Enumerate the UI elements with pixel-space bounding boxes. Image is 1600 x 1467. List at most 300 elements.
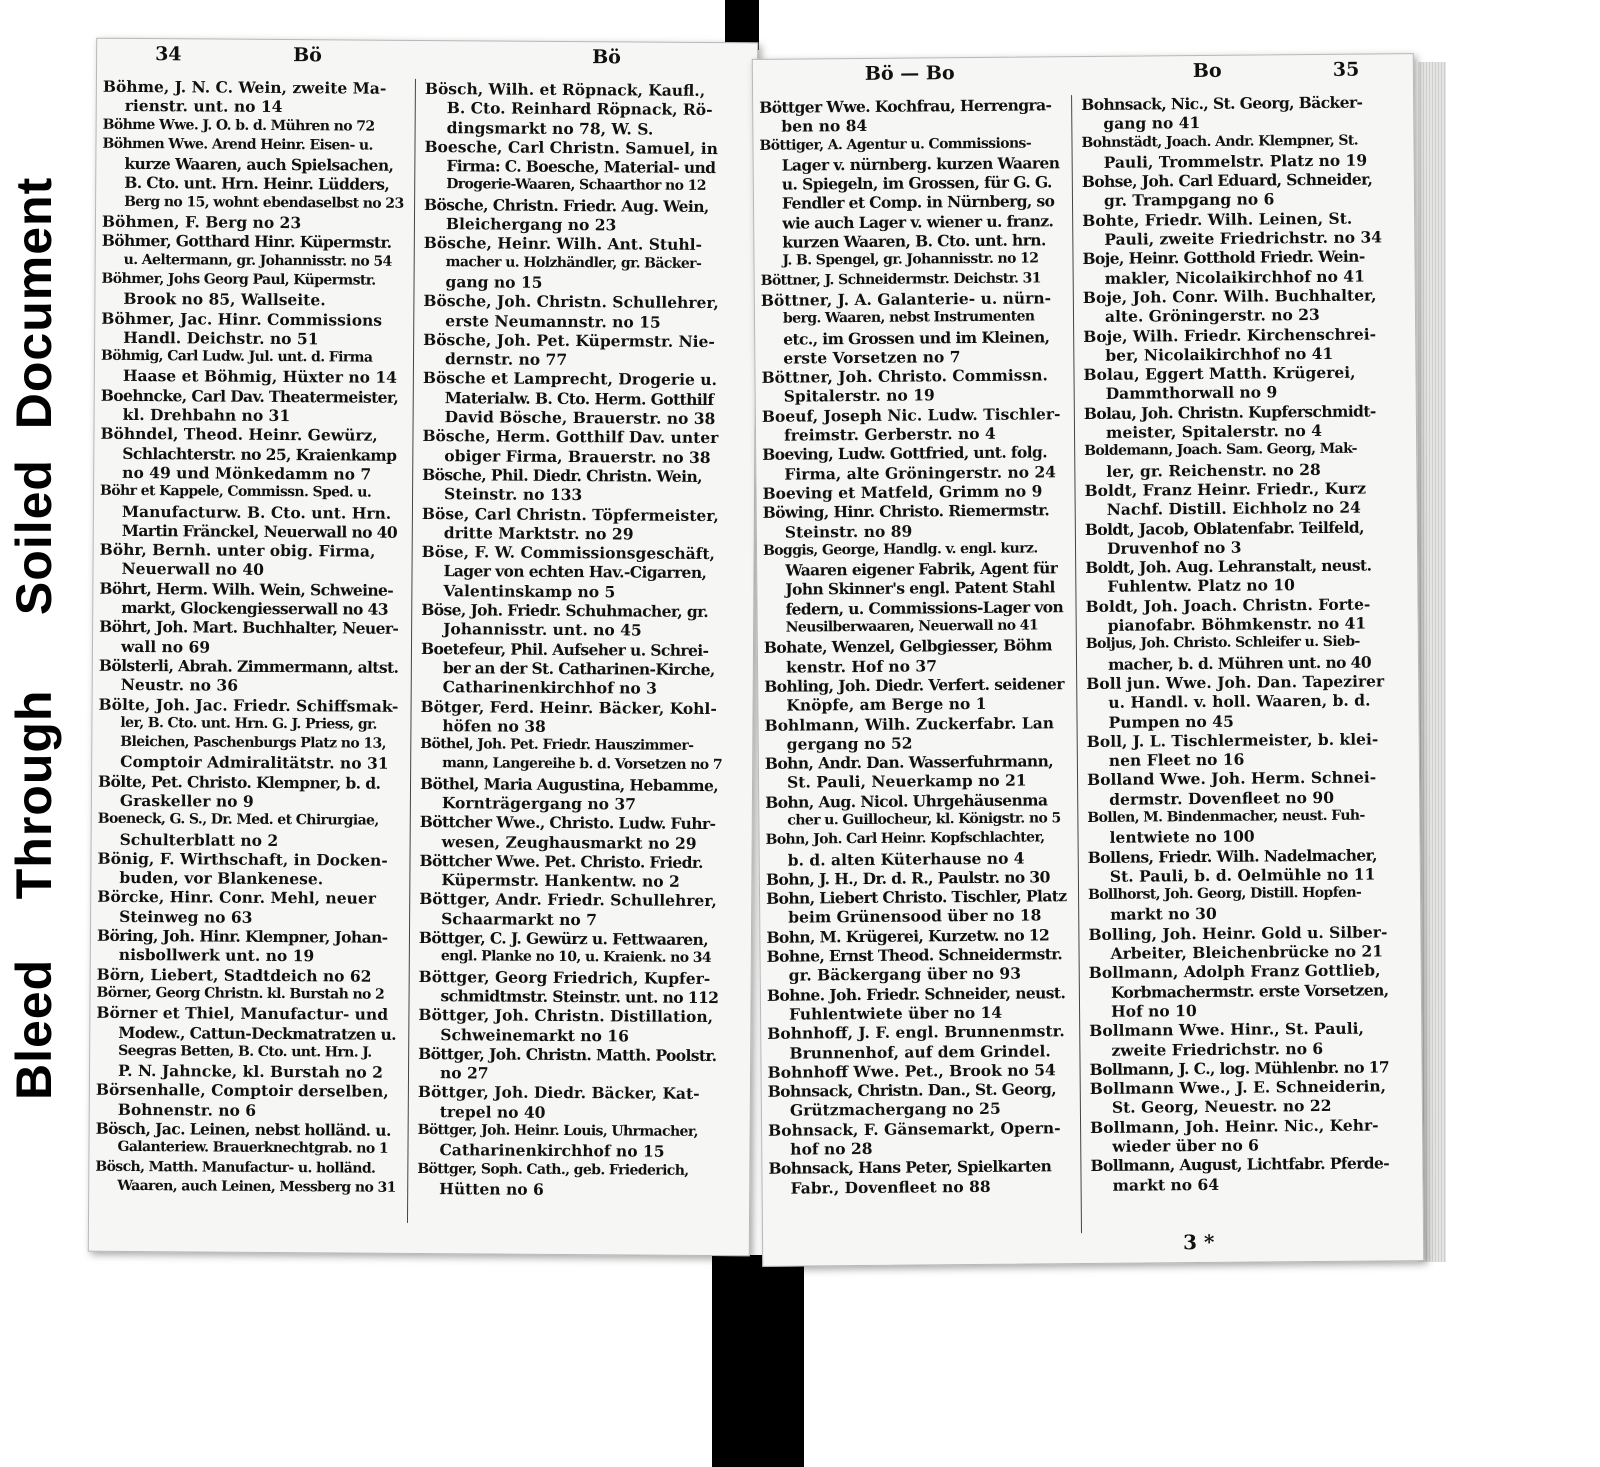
directory-entry [763,539,1064,638]
entry-line: Johannisstr. unt. no 45 [443,619,642,640]
entry-line: Brunnenhof, auf dem Grindel. [789,1040,1051,1063]
entry-line: Berg no 15, wohnt ebendaselbst no 23 [124,193,404,212]
directory-entry [418,967,718,1008]
entry-line: Waaren eigener Fabrik, Agent für [785,558,1058,580]
entry-line: Bölsterli, Abrah. Zimmermann, altst. [98,655,399,677]
directory-entry [764,713,1064,754]
entry-line: Böhrt, Herm. Wilh. Wein, Schweine- [99,578,394,600]
directory-entry [766,925,1066,947]
entry-line: kurzen Waaren, B. Cto. unt. hrn. [782,230,1046,252]
entry-line: makler, Nicolaikirchhof no 41 [1104,266,1365,288]
entry-line: Schweinemarkt no 16 [440,1024,629,1045]
directory-entry [1088,922,1388,963]
entry-line: Böttger Wwe. Kochfrau, Herrengra- [759,95,1052,117]
entry-line: u. Spiegeln, im Grossen, für G. G. [781,172,1052,194]
directory-entry [97,849,397,890]
entry-line: Bohnsack, Nic., St. Georg, Bäcker- [1081,92,1363,115]
entry-line: Bösche, Christn. Friedr. Aug. Wein, [424,194,709,216]
entry-line: Kornträgergang no 37 [441,793,637,814]
entry-line: Martin Fränckel, Neuerwall no 40 [121,520,398,542]
entry-line: Haase et Böhmig, Hüxter no 14 [122,366,398,388]
entry-line: Steinstr. no 133 [444,484,583,505]
entry-line: Boje, Heinr. Gotthold Friedr. Wein- [1082,246,1365,269]
entry-line: Boesche, Carl Christn. Samuel, in [424,136,718,158]
entry-line: Lager v. nürnberg. kurzen Waaren [781,153,1060,175]
directory-entry [1083,363,1383,404]
entry-line: berg. Waaren, nebst Instrumenten [782,308,1035,327]
entry-line: Bösche, Joh. Christn. Schullehrer, [423,291,719,313]
directory-entry [1083,285,1383,326]
entry-line: Boldt, Jacob, Oblatenfabr. Teilfeld, [1084,517,1364,539]
entry-line: Lager von echten Hav.-Cigarren, [443,561,707,583]
entry-line: Arbeiter, Bleichenbrücke no 21 [1110,941,1384,963]
entry-line: trepel no 40 [439,1101,546,1122]
directory-entry [764,636,1064,677]
column-rule [407,79,416,1223]
entry-line: Manufacturw. B. Cto. unt. Hrn. [121,501,392,523]
directory-entry [762,481,1062,503]
entry-line: dernstr. no 77 [444,349,568,370]
entry-line: Pumpen no 45 [1108,711,1234,732]
directory-entry [1084,440,1384,481]
entry-line: Nachf. Distill. Eichholz no 24 [1106,497,1361,520]
entry-line: macher, b. d. Mühren unt. no 40 [1107,652,1372,674]
entry-line: Bohte, Friedr. Wilh. Leinen, St. [1082,208,1353,230]
entry-line: ber an der St. Catharinen-Kirche, [442,658,715,679]
entry-line: Bohse, Joh. Carl Eduard, Schneider, [1081,169,1373,192]
entry-line: Boeuf, Joseph Nic. Ludw. Tischler- [761,403,1061,426]
entry-line: Fendler et Comp. in Nürnberg, so [781,191,1055,214]
entry-line: Böttcher Wwe., Christo. Ludw. Fuhr- [419,812,716,834]
entry-line: Bollmann, Joh. Heinr. Nic., Kehr- [1089,1115,1379,1137]
entry-line: Boll, J. L. Tischlermeister, b. klei- [1086,729,1379,751]
entry-line: ler, gr. Reichenstr. no 28 [1106,459,1321,481]
directory-entry [102,135,403,214]
entry-line: freimstr. Gerberstr. no 4 [783,423,996,445]
directory-entry [423,330,723,371]
directory-entry [96,1003,397,1082]
entry-line: Catharinenkirchhof no 15 [439,1140,665,1162]
entry-line: u. Handl. v. holl. Waaren, b. d. [1108,690,1371,713]
directory-entry [1090,1077,1390,1118]
entry-line: Boll jun. Wwe. Joh. Dan. Tapezirer [1086,671,1385,693]
entry-line: Waaren, auch Leinen, Messberg no 31 [117,1177,396,1196]
entry-line: Bohnhoff, J. F. engl. Brunnenmstr. [767,1021,1065,1044]
entry-line: Bohnhoff Wwe. Pet., Brook no 54 [767,1060,1056,1082]
entry-line: Böhmer, Jac. Hinr. Commissions [101,308,383,330]
entry-line: Steinstr. no 89 [784,521,913,542]
entry-line: buden, vor Blankenese. [119,868,324,889]
column [1081,92,1391,1233]
entry-line: Boeneck, G. S., Dr. Med. et Chirurgiae, [97,811,379,829]
entry-line: Knöpfe, am Berge no 1 [786,694,987,715]
entry-line: Böhme, J. N. C. Wein, zweite Ma- [102,76,387,98]
entry-line: St. Georg, Neuestr. no 22 [1111,1096,1332,1118]
directory-entry [422,426,722,467]
entry-line: Börn, Liebert, Stadtdeich no 62 [96,964,372,986]
entry-line: dermstr. Dovenfleet no 90 [1109,787,1335,809]
entry-line: engl. Planke no 10, u. Kraienk. no 34 [440,948,712,967]
entry-line: Bösche, Joh. Pet. Küpermstr. Nie- [423,329,715,351]
directory-entry [421,542,721,602]
bleed-through-stamp [4,100,64,1100]
directory-entry [1087,806,1387,847]
entry-line: Böttiger, A. Agentur u. Commissions- [759,135,1032,154]
directory-entry [1087,768,1387,809]
directory-entry [1087,729,1387,770]
entry-line: Bohn, M. Krügerei, Kurzetw. no 12 [766,925,1050,947]
directory-entry [103,77,403,118]
entry-line: no 49 und Mönkedamm no 7 [122,462,372,484]
directory-entry [768,1118,1068,1159]
directory-entry [99,656,399,697]
entry-line: Catharinenkirchhof no 3 [442,677,658,698]
directory-entry [761,288,1062,368]
entry-line: gang no 15 [445,272,543,292]
directory-entry [1081,131,1381,172]
directory-entry [95,1157,395,1198]
directory-entry [95,1119,395,1160]
directory-entry [768,1079,1068,1120]
directory-entry [767,1021,1067,1062]
directory-entry [421,639,721,699]
entry-line: pianofabr. Böhmkenstr. no 41 [1107,613,1367,635]
entry-line: Bollen, M. Bindenmacher, neust. Fuh- [1087,807,1365,826]
entry-line: u. Aeltermann, gr. Johannisstr. no 54 [123,251,392,270]
directory-entry [420,812,720,853]
directory-entry [1089,1019,1389,1060]
entry-line: Böthel, Joh. Pet. Friedr. Hauszimmer- [420,736,694,754]
entry-line: Galanteriew. Brauerknechtgrab. no 1 [117,1139,389,1158]
directory-entry [1081,92,1381,133]
entry-line: Böring, Joh. Hinr. Klempner, Johan- [96,925,388,947]
entry-line: Böwing, Hinr. Christo. Riemermstr. [762,500,1050,523]
entry-line: Bölte, Pet. Christo. Klempner, b. d. [97,771,381,793]
entry-line: Böttger, Joh. Christn. Distillation, [418,1005,714,1027]
entry-line: Bösche et Lamprecht, Drogerie u. [422,368,717,390]
entry-line: Böttcher Wwe. Pet. Christo. Friedr. [419,850,703,872]
entry-line: Böttger, Soph. Cath., geb. Friederich, [417,1160,689,1179]
directory-entry [101,270,401,311]
right-page-columns [759,92,1417,1236]
entry-line: Druvenhof no 3 [1106,537,1242,558]
column [95,77,403,1223]
entry-line: Bölte, Joh. Jac. Friedr. Schiffsmak- [98,694,399,716]
left-page-header [97,43,757,78]
directory-entry [1090,1154,1390,1195]
directory-entry [101,308,401,349]
entry-line: Firma: C. Boesche, Material- und [446,156,716,178]
entry-line: J. B. Spengel, gr. Johannisstr. no 12 [782,250,1039,270]
entry-line: Boehncke, Carl Dav. Theatermeister, [100,385,399,407]
entry-line: Boldt, Joh. Aug. Lehranstalt, neust. [1085,555,1372,578]
entry-line: Bohn, Joh. Carl Heinr. Kopfschlachter, [765,829,1045,849]
entry-line: b. d. alten Küterhause no 4 [787,848,1025,870]
entry-line: Börsenhalle, Comptoir derselben, [95,1080,389,1102]
entry-line: zweite Friedrichstr. no 6 [1111,1038,1324,1060]
entry-line: Böhr et Kappele, Commissn. Sped. u. [100,482,372,501]
directory-entry [1084,478,1384,519]
directory-entry [417,1121,717,1162]
entry-line: ber, Nicolaikirchhof no 41 [1105,343,1334,365]
entry-line: Modew., Cattun-Deckmatratzen u. [118,1022,397,1044]
entry-line: Bohnsack, Christn. Dan., St. Georg, [767,1079,1057,1101]
directory-entry [1088,845,1388,886]
entry-line: Boetefeur, Phil. Aufseher u. Schrei- [420,638,709,660]
entry-line: wall no 69 [120,636,211,657]
directory-entry [98,810,398,851]
stamp-word-4: Document [6,176,62,430]
directory-entry [96,1080,396,1121]
directory-entry [759,134,1060,272]
entry-line: Schaarmarkt no 7 [441,908,598,929]
directory-entry [419,889,719,930]
entry-line: Schulterblatt no 2 [119,829,279,850]
left-page [88,38,758,1257]
entry-line: Seegras Betten, B. Cto. unt. Hrn. J. [118,1042,372,1061]
entry-line: Bleichergang no 23 [445,214,617,235]
directory-entry [765,790,1065,831]
directory-entry [424,137,724,197]
entry-line: Spitalerstr. no 19 [783,385,935,407]
directory-entry [101,385,401,426]
entry-line: Bolling, Joh. Heinr. Gold u. Silber- [1088,922,1388,944]
entry-line: Bollmann, Adolph Franz Gottlieb, [1088,960,1381,983]
entry-line: etc., im Grossen und im Kleinen, [783,326,1050,349]
directory-entry [1090,1115,1390,1156]
entry-line: hof no 28 [790,1138,873,1159]
entry-line: Boeving, Ludw. Gottfried, unt. folg. [762,442,1048,465]
entry-line: Neustr. no 36 [120,675,239,695]
entry-line: kl. Drehbahn no 31 [122,404,291,426]
running-head-right: Bö [592,46,621,69]
entry-line: Fabr., Dovenfleet no 88 [790,1176,991,1198]
entry-line: macher u. Holzhändler, gr. Bäcker- [445,253,702,272]
directory-entry [765,828,1065,869]
directory-entry [102,231,402,272]
directory-entry [418,1044,718,1085]
entry-line: Boeving et Matfeld, Grimm no 9 [762,481,1043,503]
entry-line: Bösch, Matth. Manufactur- u. holländ. [95,1158,376,1177]
entry-line: gergang no 52 [786,733,913,754]
entry-line: Böttner, J. Schneidermstr. Deichstr. 31 [760,270,1041,289]
directory-entry [101,347,401,388]
entry-line: Küpermstr. Hankentw. no 2 [441,870,680,891]
entry-line: Fuhlentwiete über no 14 [788,1002,1003,1024]
directory-entry [1085,594,1385,635]
directory-entry [766,944,1066,985]
directory-entry [97,984,397,1005]
entry-line: Bönig, F. Wirthschaft, in Docken- [97,848,388,870]
entry-line: Börner, Georg Christn. kl. Burstah no 2 [96,984,385,1003]
directory-entry [1085,556,1385,597]
entry-line: Böhndel, Theod. Heinr. Gewürz, [100,424,378,446]
entry-line: gang no 41 [1103,113,1201,134]
directory-entry [764,674,1064,715]
entry-line: mann, Langereihe b. d. Vorsetzen no 7 [442,755,723,774]
directory-entry [98,771,398,812]
entry-line: Böttger, C. J. Gewürz u. Fettwaaren, [418,928,709,950]
directory-entry [422,504,722,545]
entry-line: beim Grünensood über no 18 [788,905,1042,928]
entry-line: erste Vorsetzen no 7 [783,346,961,368]
page-number: 34 [155,43,182,66]
directory-entry [97,964,397,985]
entry-line: Fuhlentw. Platz no 10 [1107,575,1295,597]
directory-entry [102,212,402,233]
entry-line: Böttner, J. A. Galanterie- u. nürn- [760,288,1052,310]
directory-entry [1082,170,1382,211]
entry-line: Boldt, Franz Heinr. Friedr., Kurz [1084,478,1367,500]
entry-line: Drogerie-Waaren, Schaarthor no 12 [446,176,706,195]
page-number: 35 [1332,58,1360,81]
entry-line: Steinweg no 63 [119,906,253,927]
directory-entry [423,368,723,428]
entry-line: kurze Waaren, auch Spielsachen, [124,154,394,175]
entry-line: Böse, Carl Christn. Töpfermeister, [421,503,719,525]
entry-line: ben no 84 [781,116,868,136]
directory-entry [1084,401,1384,442]
entry-line: markt no 30 [1110,904,1217,925]
directory-entry [99,578,399,619]
entry-line: Bohn, Liebert Christo. Tischler, Platz [765,886,1067,908]
directory-entry [1086,633,1386,674]
entry-line: Grützmachergang no 25 [789,1099,1001,1121]
running-head-left: Bö — Bo [864,62,955,85]
directory-entry [768,1157,1068,1198]
entry-line: Handl. Deichstr. no 51 [123,327,319,349]
entry-line: Schlachterstr. no 25, Kraienkamp [122,443,397,465]
entry-line: Böhmer, Gotthard Hinr. Küpermstr. [101,231,392,253]
entry-line: Börcke, Hinr. Conr. Mehl, neuer [97,887,376,909]
entry-line: B. Cto. Reinhard Röpnack, Rö- [446,98,713,120]
entry-line: dingsmarkt no 78, W. S. [446,117,654,139]
entry-line: rienstr. unt. no 14 [124,96,283,117]
entry-line: Böse, Joh. Friedr. Schuhmacher, gr. [421,600,709,622]
directory-entry [99,540,399,581]
entry-line: Pauli, Trommelstr. Platz no 19 [1103,150,1368,172]
directory-entry [1082,247,1382,288]
entry-line: Valentinskamp no 5 [443,580,616,602]
entry-line: gr. Trampgang no 6 [1103,189,1275,211]
entry-line: Bolau, Joh. Christn. Kupferschmidt- [1083,401,1376,423]
entry-line: Boldt, Joh. Joach. Christn. Forte- [1085,594,1371,616]
directory-entry [100,482,400,542]
directory-entry [97,887,397,928]
entry-line: Böhmer, Johs Georg Paul, Küpermstr. [101,270,376,289]
entry-line: obiger Firma, Brauerstr. no 38 [444,445,711,467]
entry-line: Bösch, Jac. Leinen, nebst holländ. u. [95,1118,391,1140]
entry-line: Bollens, Friedr. Wilh. Nadelmacher, [1087,845,1377,867]
entry-line: wesen, Zeughausmarkt no 29 [441,831,697,853]
entry-line: Bleichen, Paschenburgs Platz no 13, [120,733,387,752]
entry-line: Bollmann Wwe. Hinr., St. Pauli, [1089,1018,1364,1041]
directory-entry [420,774,720,815]
entry-line: Bohn, Andr. Dan. Wasserfuhrmann, [764,751,1054,773]
directory-entry [418,1082,718,1123]
entry-line: erste Neumannstr. no 15 [445,310,661,332]
column [759,95,1069,1236]
directory-entry [761,269,1061,291]
directory-entry [766,867,1066,889]
directory-entry [766,886,1066,927]
entry-line: nen Fleet no 16 [1108,749,1245,770]
entry-line: lentwiete no 100 [1109,826,1255,848]
entry-line: Boljus, Joh. Christo. Schleifer u. Sieb- [1085,633,1360,653]
entry-line: Bösche, Phil. Diedr. Christn. Wein, [422,464,703,486]
directory-entry [762,443,1062,484]
directory-entry [420,735,723,776]
entry-line: Bötger, Ferd. Heinr. Bäcker, Kohl- [420,696,717,718]
entry-line: Hof no 10 [1110,1001,1197,1021]
stamp-word-1: Bleed [6,958,62,1100]
entry-line: Bösche, Heinr. Wilh. Ant. Stuhl- [423,233,703,255]
directory-entry [423,291,723,332]
entry-line: markt no 64 [1112,1174,1220,1195]
directory-entry [1086,671,1386,732]
directory-entry [422,465,722,506]
directory-entry [103,115,403,136]
entry-line: Böttger, Joh. Heinr. Louis, Uhrmacher, [417,1122,698,1140]
right-page-header [753,58,1413,94]
entry-line: höfen no 38 [442,715,546,736]
entry-line: Graskeller no 9 [119,790,254,811]
entry-line: St. Pauli, Neuerkamp no 21 [786,770,1027,793]
entry-line: Böhmen, F. Berg no 23 [101,211,302,233]
entry-line: Böttger, Georg Friedrich, Kupfer- [418,966,711,988]
entry-line: wie auch Lager v. wiener u. franz. [782,211,1054,233]
entry-line: Dammthorwall no 9 [1105,382,1278,404]
column-rule [1071,95,1082,1233]
directory-entry [1085,517,1385,558]
entry-line: Bohne, Ernst Theod. Schneidermstr. [766,944,1063,966]
directory-entry [1089,961,1389,1022]
running-head-right: Bo [1192,59,1222,83]
entry-line: Böttger, Joh. Christn. Matth. Poolstr. [418,1043,717,1065]
entry-line: Bohnenstr. no 6 [117,1099,257,1120]
directory-entry [421,600,721,641]
entry-line: Bolau, Eggert Matth. Krügerei, [1083,362,1356,385]
entry-line: Bösche, Herm. Gotthilf Dav. unter [422,426,719,448]
directory-entry [423,233,723,293]
right-page [752,53,1425,1267]
entry-line: dritte Marktstr. no 29 [443,522,634,544]
entry-line: Boje, Joh. Conr. Wilh. Buchhalter, [1082,285,1377,307]
directory-entry [419,928,719,969]
directory-entry [99,617,399,658]
entry-line: gr. Bäckergang über no 93 [788,963,1022,985]
entry-line: wieder über no 6 [1112,1135,1260,1156]
entry-line: Boggis, George, Handlg. v. engl. kurz. [762,540,1038,559]
column [417,79,725,1225]
directory-entry [98,694,399,773]
entry-line: Böttger, Joh. Diedr. Bäcker, Kat- [417,1082,700,1104]
entry-line: John Skinner's engl. Patent Stahl [785,577,1055,600]
entry-line: ler, B. Cto. unt. Hrn. G. J. Priess, gr. [120,714,377,733]
stamp-word-2: Through [6,689,62,900]
directory-entry [97,926,397,967]
entry-line: Bollhorst, Joh. Georg, Distill. Hopfen- [1087,884,1362,904]
directory-entry [418,1005,718,1046]
entry-line: Firma, alte Gröningerstr. no 24 [784,461,1057,484]
entry-line: nisbollwerk unt. no 19 [118,945,315,966]
entry-line: cher u. Guillocheur, kl. Königstr. no 5 [787,810,1061,829]
entry-line: federn, u. Commissions-Lager von [785,596,1064,619]
entry-line: Böse, F. W. Commissionsgeschäft, [421,542,716,564]
entry-line: schmidtmstr. Steinstr. unt. no 112 [440,986,719,1008]
directory-entry [1082,208,1382,249]
directory-entry [417,1160,717,1201]
